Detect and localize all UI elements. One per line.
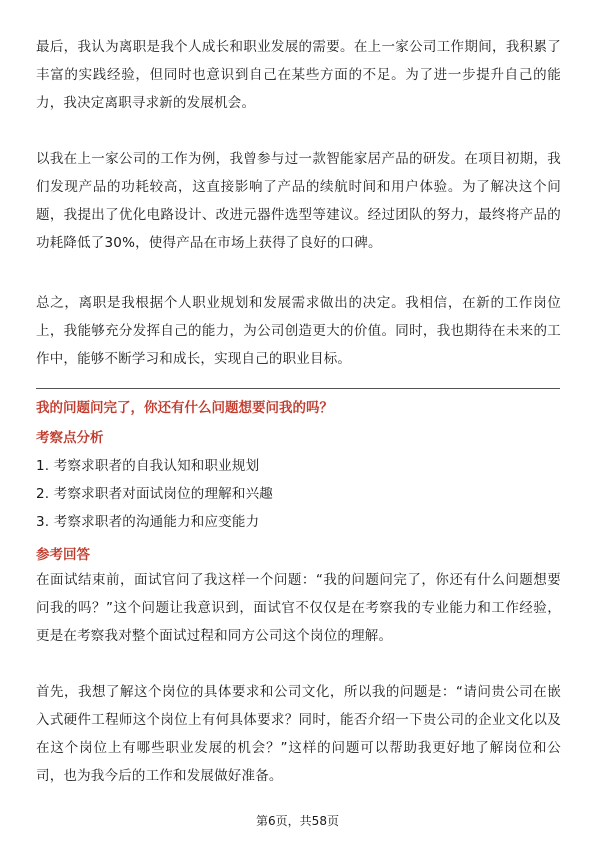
- paragraph-conclusion: 总之，离职是我根据个人职业规划和发展需求做出的决定。我相信，在新的工作岗位上，我能够充分发挥自己的能力，为公司创造更大的价值。同时，我也期待在未来的工作中，能够不断学习和成长，实现自己的职业目标。: [36, 295, 561, 367]
- analysis-list: [36, 452, 561, 536]
- paragraph-reference-intro: 在面试结束前，面试官问了我这样一个问题：“我的问题问完了，你还有什么问题想要问我的吗？”这个问题让我意识到，面试官不仅仅是在考察我的专业能力和工作经验，更是在考察我对整个面试过程和同方公司这个岗位的理解。: [36, 572, 561, 644]
- paragraph-resignation-growth: 最后，我认为离职是我个人成长和职业发展的需要。在上一家公司工作期间，我积累了丰富的实践经验，但同时也意识到自己在某些方面的不足。为了进一步提升自己的能力，我决定离职寻求新的发展机会。: [36, 39, 561, 111]
- analysis-heading: 考察点分析: [36, 430, 104, 446]
- list-item: 2. 考察求职者对面试岗位的理解和兴趣: [36, 486, 273, 502]
- paragraph-reference-first: 首先，我想了解这个岗位的具体要求和公司文化，所以我的问题是：“请问贵公司在嵌入式硬件工程师这个岗位上有何具体要求？同时，能否介绍一下贵公司的企业文化以及在这个岗位上有哪些职业发展的机会？”这样的问题可以帮助我更好地了解岗位和公司，也为我今后的工作和发展做好准备。: [36, 684, 561, 784]
- reference-answer-heading: 参考回答: [36, 547, 90, 563]
- section-divider: [36, 388, 560, 389]
- page-number-footer: 第6页，共58页: [256, 814, 339, 828]
- list-item: 1. 考察求职者的自我认知和职业规划: [36, 458, 260, 474]
- paragraph-project-example: 以我在上一家公司的工作为例，我曾参与过一款智能家居产品的研发。在项目初期，我们发现产品的功耗较高，这直接影响了产品的续航时间和用户体验。为了解决这个问题，我提出了优化电路设计、改进元器件选型等建议。经过团队的努力，最终将产品的功耗降低了30%，使得产品在市场上获得了良好的口碑。: [36, 151, 561, 251]
- list-item: 3. 考察求职者的沟通能力和应变能力: [36, 514, 260, 530]
- interview-question: 我的问题问完了，你还有什么问题想要问我的吗？: [36, 400, 333, 416]
